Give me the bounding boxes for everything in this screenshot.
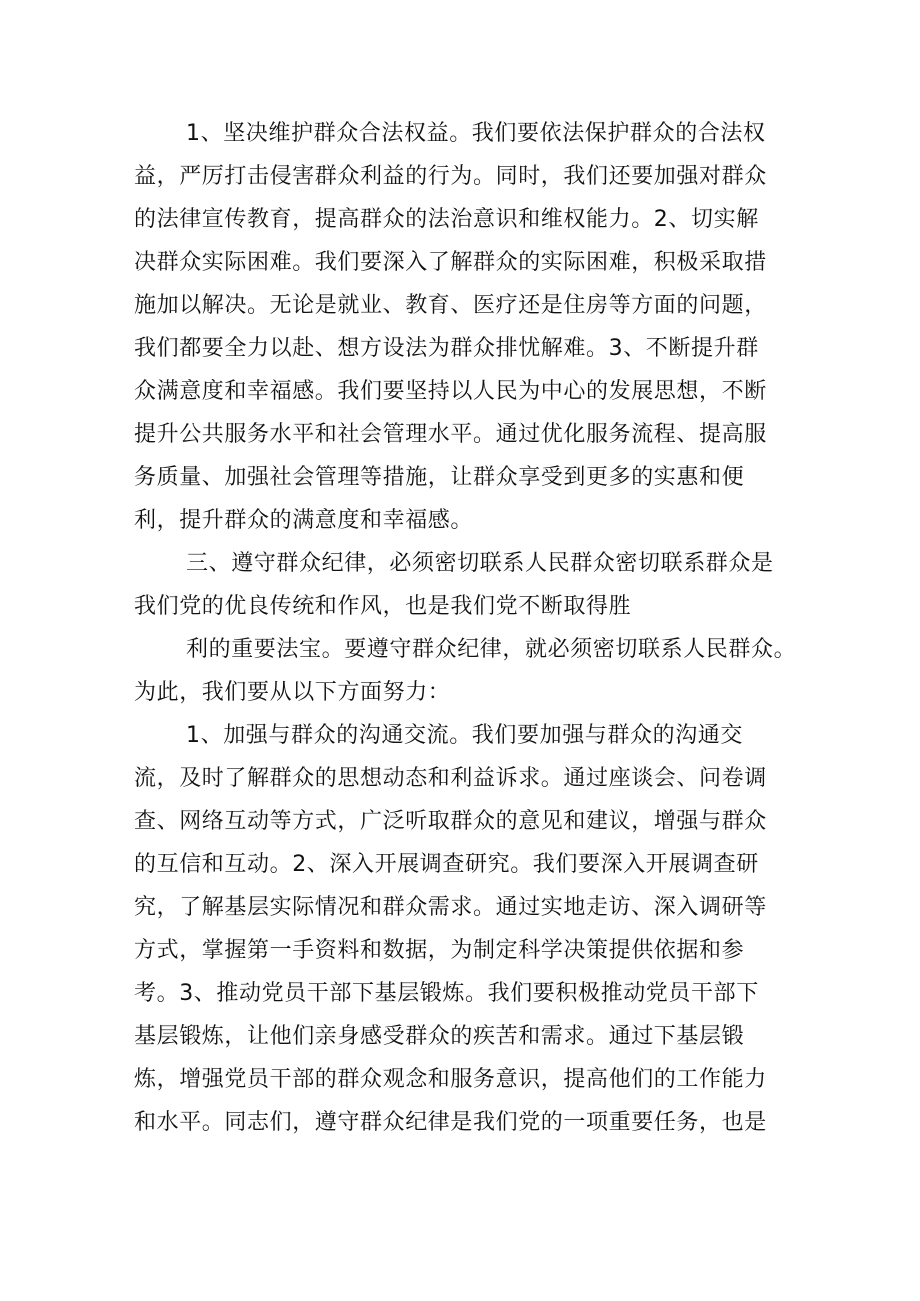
text-line: 1、坚决维护群众合法权益。我们要依法保护群众的合法权: [186, 121, 766, 146]
text-line: 方式，掌握第一手资料和数据，为制定科学决策提供依据和参: [134, 938, 745, 963]
text-line: 利的重要法宝。要遵守群众纪律，就必须密切联系人民群众。: [186, 637, 797, 662]
text-line: 众满意度和幸福感。我们要坚持以人民为中心的发展思想，不断: [134, 379, 767, 404]
text-line: 的法律宣传教育，提高群众的法治意识和维权能力。2、切实解: [134, 207, 759, 232]
text-line: 决群众实际困难。我们要深入了解群众的实际困难，积极采取措: [134, 250, 767, 275]
text-line: 基层锻炼，让他们亲身感受群众的疾苦和需求。通过下基层锻: [134, 1024, 745, 1049]
text-line: 利，提升群众的满意度和幸福感。: [134, 508, 474, 533]
text-line: 和水平。同志们，遵守群众纪律是我们党的一项重要任务，也是: [134, 1110, 767, 1135]
text-line: 究，了解基层实际情况和群众需求。通过实地走访、深入调研等: [134, 895, 767, 920]
text-line: 提升公共服务水平和社会管理水平。通过优化服务流程、提高服: [134, 422, 767, 447]
section-heading-line: 三、遵守群众纪律，必须密切联系人民群众密切联系群众是: [186, 551, 774, 576]
text-line: 为此，我们要从以下方面努力：: [134, 680, 451, 705]
text-line: 炼，增强党员干部的群众观念和服务意识，提高他们的工作能力: [134, 1067, 767, 1092]
text-line: 我们党的优良传统和作风，也是我们党不断取得胜: [134, 594, 632, 619]
text-line: 1、加强与群众的沟通交流。我们要加强与群众的沟通交: [186, 723, 743, 748]
text-line: 益，严厉打击侵害群众利益的行为。同时，我们还要加强对群众: [134, 164, 767, 189]
text-line: 考。3、推动党员干部下基层锻炼。我们要积极推动党员干部下: [134, 981, 759, 1006]
text-line: 查、网络互动等方式，广泛听取群众的意见和建议，增强与群众: [134, 809, 767, 834]
text-line: 我们都要全力以赴、想方设法为群众排忧解难。3、不断提升群: [134, 336, 759, 361]
text-line: 流，及时了解群众的思想动态和利益诉求。通过座谈会、问卷调: [134, 766, 767, 791]
text-line: 务质量、加强社会管理等措施，让群众享受到更多的实惠和便: [134, 465, 745, 490]
text-line: 的互信和互动。2、深入开展调查研究。我们要深入开展调查研: [134, 852, 759, 877]
text-line: 施加以解决。无论是就业、教育、医疗还是住房等方面的问题，: [134, 293, 767, 318]
